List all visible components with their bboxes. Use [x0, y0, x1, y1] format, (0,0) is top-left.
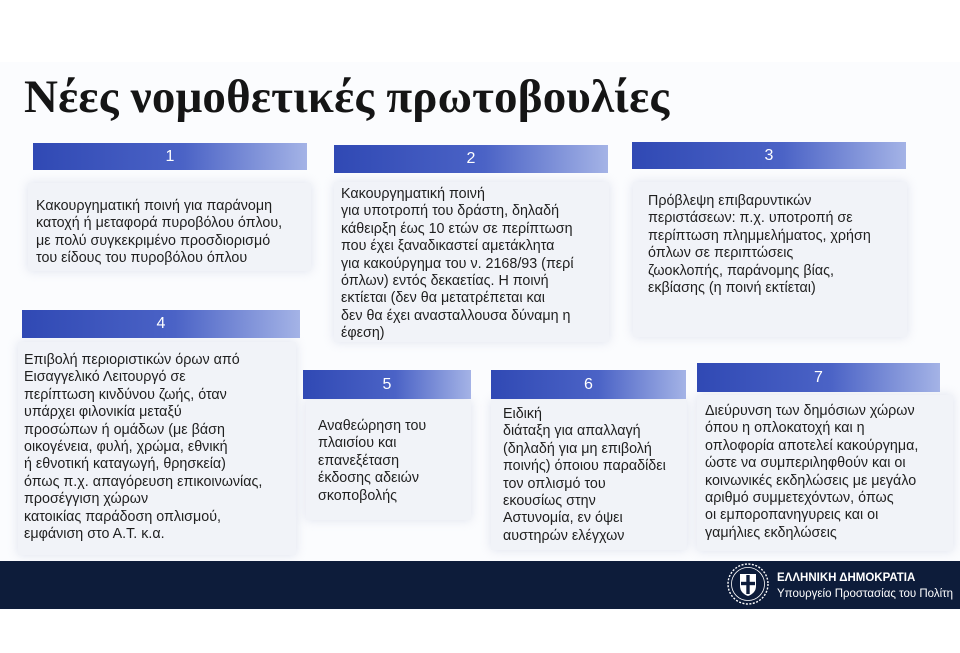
item-text-1: [36, 198, 282, 268]
item-line: πλαισίου και: [318, 435, 397, 452]
item-line: προσώπων ή ομάδων (με βάση: [24, 421, 225, 438]
item-line: αυστηρών ελέγχων: [503, 527, 625, 544]
item-line: Εισαγγελικό Λειτουργό σε: [24, 369, 186, 386]
item-line: του είδους του πυροβόλου όπλου: [36, 250, 248, 267]
item-line: τον οπλισμό του: [503, 475, 606, 492]
item-line: Αναθεώρηση του: [318, 418, 427, 434]
item-line: όπλων σε περιπτώσεις: [648, 245, 794, 262]
item-line: εκβίασης (η ποινή εκτίεται): [648, 280, 816, 297]
item-text-6: [503, 406, 666, 545]
item-line: σκοποβολής: [318, 487, 398, 504]
item-line: όπως π.χ. απαγόρευση επικοινωνίας,: [24, 473, 263, 490]
item-text-4: [24, 352, 262, 543]
item-line: αριθμό συμμετεχόντων, όπως: [705, 490, 894, 507]
item-line: για υποτροπή του δράστη, δηλαδή: [341, 203, 560, 220]
item-line: οικογένεια, φυλή, χρώμα, εθνική: [24, 439, 228, 456]
item-line: ζωοκλοπής, παράνομης βίας,: [648, 262, 834, 279]
item-line: εμφάνιση στο Α.Τ. κ.α.: [24, 526, 165, 543]
item-line: κάθειρξη έως 10 ετών σε περίπτωση: [341, 220, 573, 237]
item-line: όπου η οπλοκατοχή και η: [705, 420, 865, 437]
item-text-7: [705, 403, 918, 542]
item-line: για κακούργημα του ν. 2168/93 (περί: [341, 255, 574, 272]
item-line: Ειδική: [503, 406, 542, 422]
item-line: οι εμποροπανηγυρεις και οι: [705, 507, 879, 524]
footer-bar: [0, 561, 960, 609]
page-title: Νέες νομοθετικές πρωτοβουλίες: [24, 71, 670, 123]
item-text-3: [648, 193, 871, 297]
footer-ministry-name: Υπουργείο Προστασίας του Πολίτη: [777, 588, 954, 600]
item-line: με πολύ συγκεκριμένο προσδιορισμό: [36, 232, 271, 249]
item-line: Κακουργηματική ποινή για παράνομη: [36, 198, 273, 214]
item-line: γαμήλιες εκδηλώσεις: [705, 524, 837, 541]
item-line: (δηλαδή για μη επιβολή: [503, 440, 652, 457]
item-line: περίπτωση πλημμελήματος, χρήση: [648, 227, 871, 244]
item-line: κατοχή ή μεταφορά πυροβόλου όπλου,: [36, 215, 283, 232]
item-header-3: 3: [632, 142, 906, 169]
item-line: περιστάσεων: π.χ. υποτροπή σε: [648, 210, 853, 227]
item-header-4: 4: [22, 310, 300, 338]
item-line: προσέγγιση χώρων: [24, 491, 149, 508]
item-line: έκδοσης αδειών: [318, 470, 419, 487]
item-line: περίπτωση κινδύνου ζωής, όταν: [24, 386, 227, 403]
item-line: ή εθνοτική καταγωγή, θρησκεία): [24, 456, 226, 473]
item-line: κοινωνικές εκδηλώσεις με μεγάλο: [705, 472, 917, 489]
item-line: Επιβολή περιοριστικών όρων από: [24, 352, 240, 368]
item-line: που έχει ξαναδικαστεί αμετάκλητα: [341, 238, 555, 255]
item-header-5: 5: [303, 370, 471, 399]
item-line: εκτίεται (δεν θα μετατρέπεται και: [341, 290, 545, 307]
item-line: δεν θα έχει ανασταλλουσα δύναμη η: [341, 307, 571, 324]
item-text-2: [341, 186, 574, 343]
item-header-2: 2: [334, 145, 608, 173]
item-line: κατοικίας παράδοση οπλισμού,: [24, 508, 221, 525]
item-header-7: 7: [697, 363, 940, 392]
item-line: οπλοφορία αποτελεί κακούργημα,: [705, 437, 919, 454]
item-header-6: 6: [491, 370, 686, 399]
item-line: έφεση): [341, 325, 385, 342]
item-line: ποινής) όποιου παραδίδει: [503, 458, 666, 475]
greek-coat-of-arms-icon: [726, 562, 770, 606]
item-line: Πρόβλεψη επιβαρυντικών: [648, 193, 812, 209]
item-text-5: [318, 418, 426, 505]
footer-org-name: ΕΛΛΗΝΙΚΗ ΔΗΜΟΚΡΑΤΙΑ: [777, 572, 916, 584]
item-line: Διεύρυνση των δημόσιων χώρων: [705, 403, 915, 419]
item-line: όπλων) εντός δεκαετίας. Η ποινή: [341, 273, 549, 290]
item-header-1: 1: [33, 143, 307, 170]
item-line: επανεξέταση: [318, 452, 400, 469]
item-line: διάταξη για απαλλαγή: [503, 423, 641, 440]
item-line: Κακουργηματική ποινή: [341, 186, 485, 202]
item-line: εκουσίως στην: [503, 493, 596, 510]
item-line: υπάρχει φιλονικία μεταξύ: [24, 404, 182, 421]
item-line: Αστυνομία, εν όψει: [503, 510, 623, 527]
item-line: ώστε να συμπεριληφθούν και οι: [705, 455, 906, 472]
